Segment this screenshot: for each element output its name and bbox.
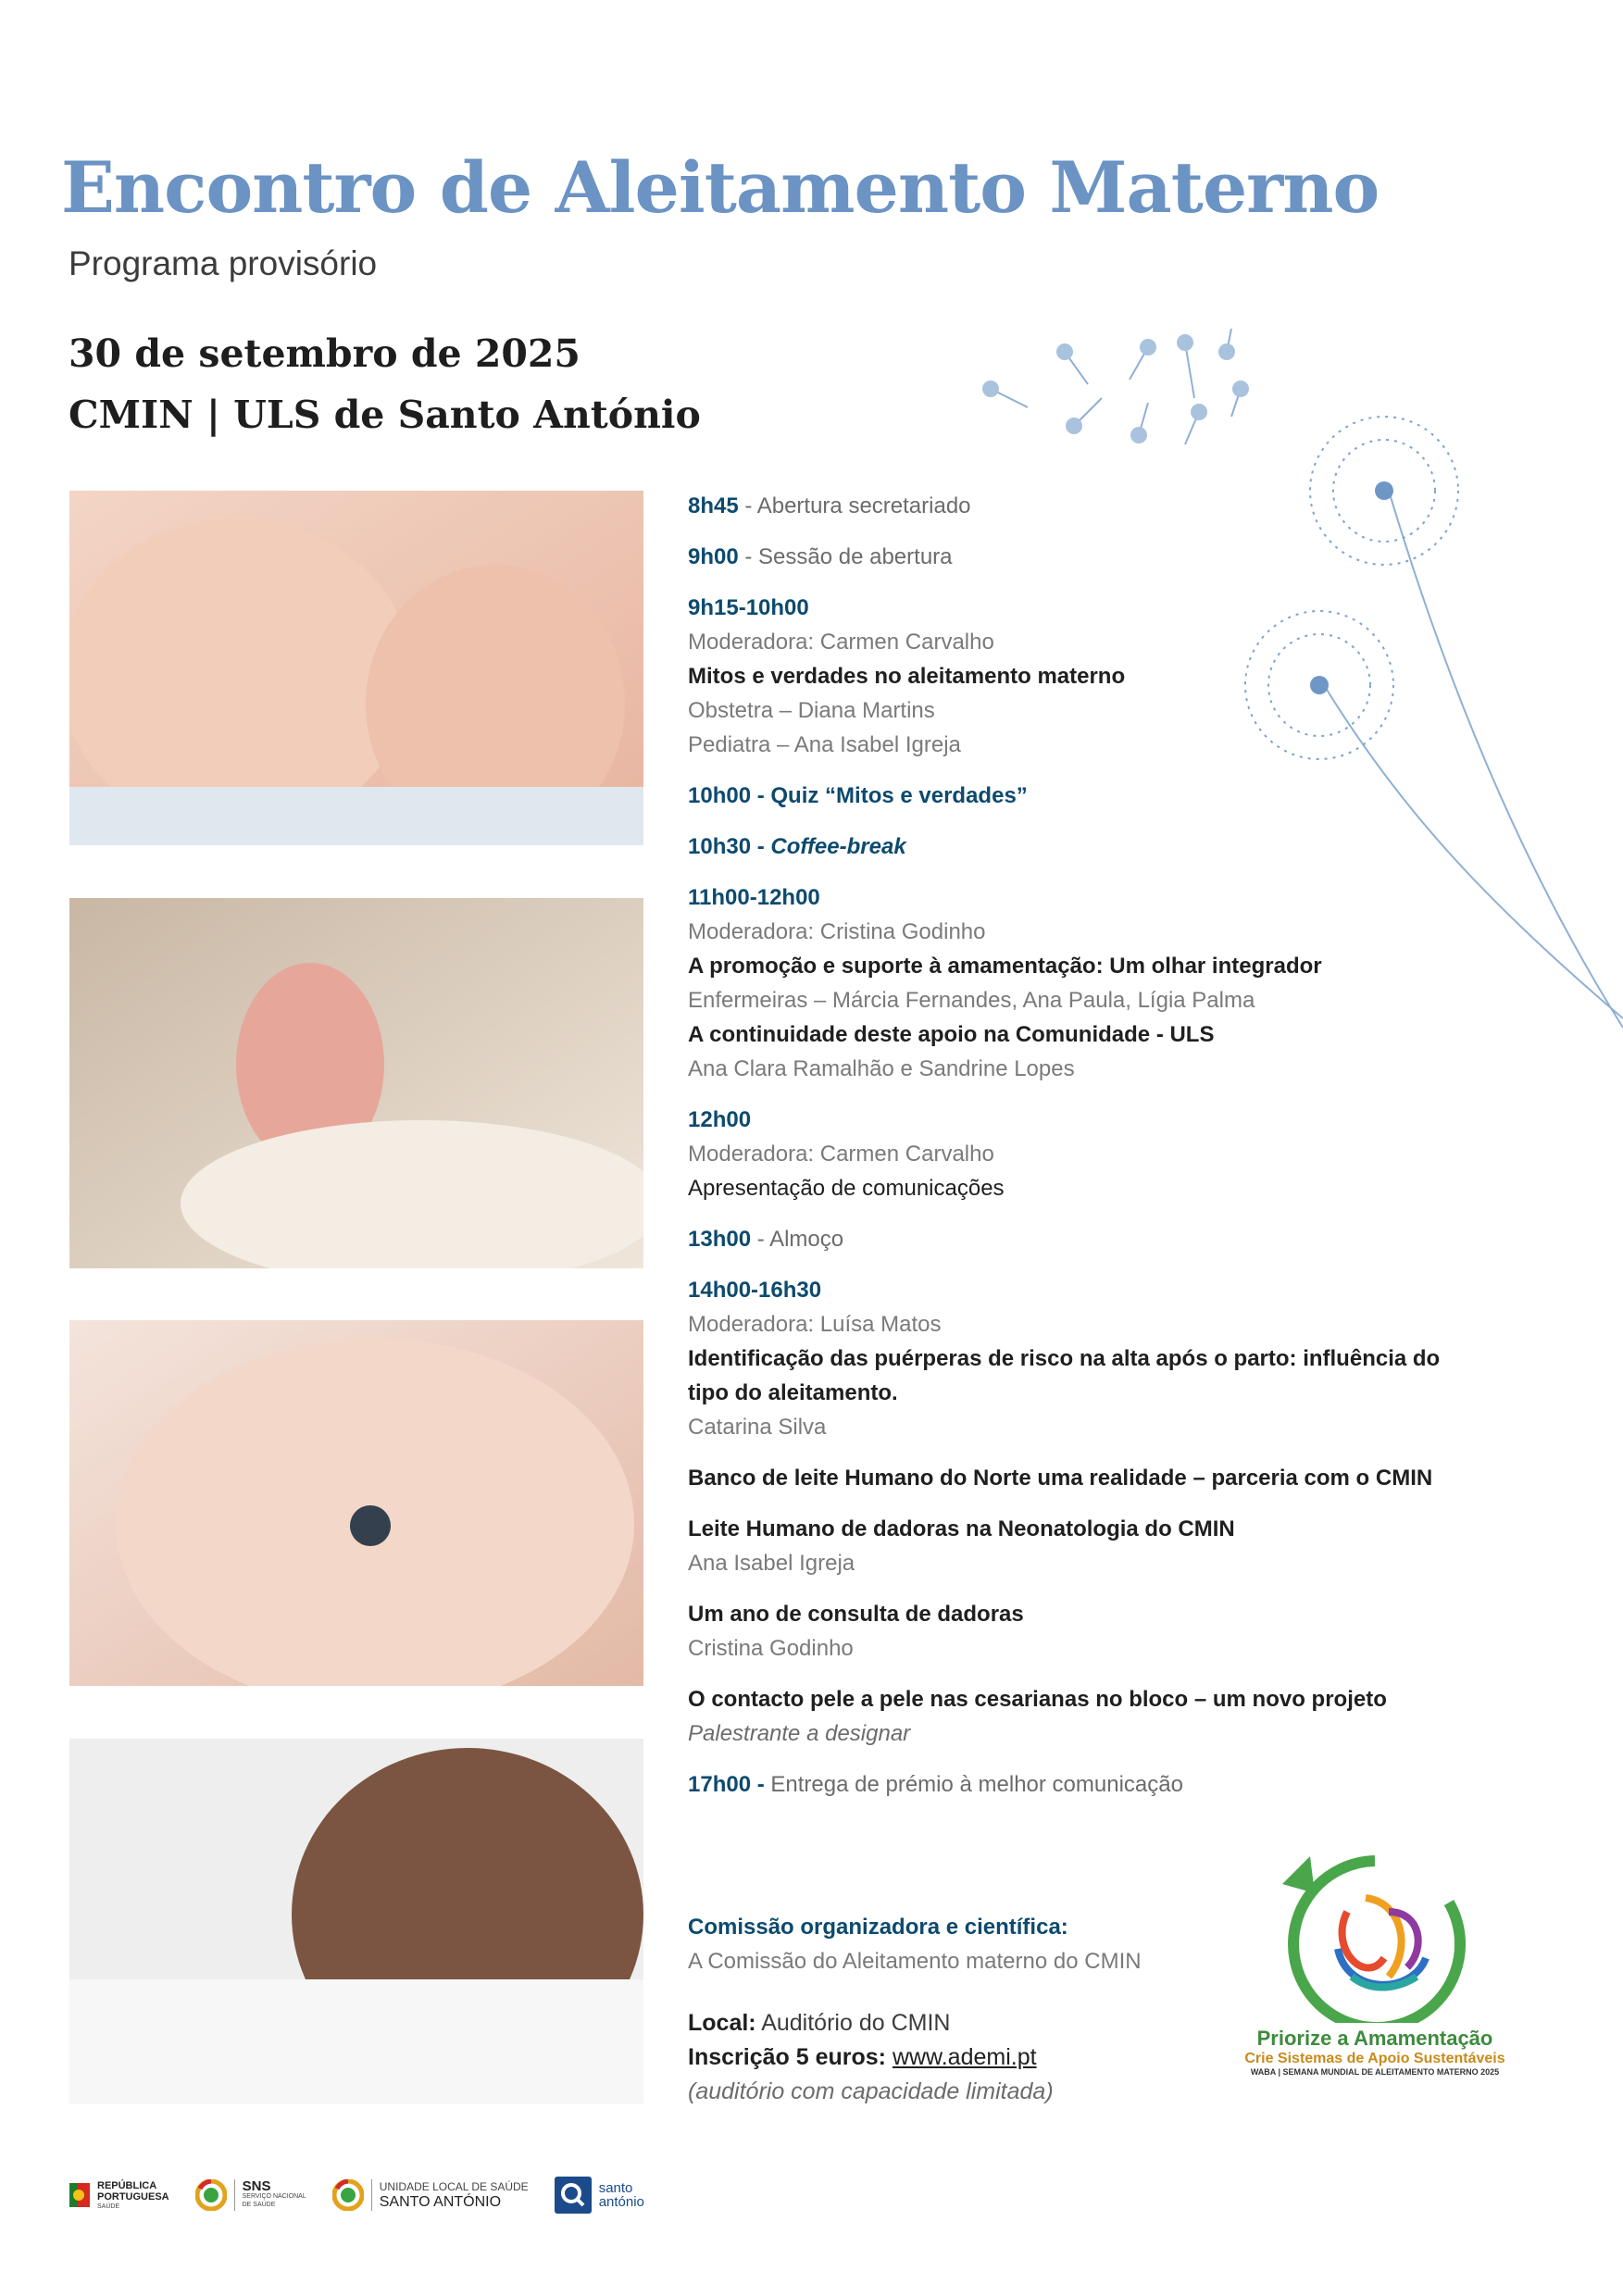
program-item [688,1682,1475,1751]
program-detail: Palestrante a designar [688,1721,911,1746]
program-time-line [688,880,1475,915]
sns-line-3: DE SAÚDE [242,2202,276,2208]
republica-line-3: SAÚDE [97,2202,120,2210]
program-session-title: A promoção e suporte à amamentação: Um olhar integrador [688,954,1322,979]
photo-baby-eye [69,1320,643,1686]
sa-line-2: antónio [598,2194,644,2210]
program-item [688,489,1475,523]
program-detail: Ana Clara Ramalhão e Sandrine Lopes [688,1056,1075,1081]
program-time: 13h00 [688,1227,752,1252]
program-time: 12h00 [688,1107,752,1132]
program-detail: Moderadora: Luísa Matos [688,1312,942,1337]
sns-line-1: SNS [242,2178,271,2194]
program-item [688,880,1475,1086]
program-item [688,1767,1475,1802]
photo-baby-feet [69,898,643,1268]
program-detail: Catarina Silva [688,1415,827,1440]
sa-line-1: santo [598,2180,633,2196]
registration-link[interactable]: www.ademi.pt [892,2044,1037,2070]
program-item [688,779,1475,813]
program-detail: Enfermeiras – Márcia Fernandes, Ana Paula, Lígia Palma [688,988,1255,1013]
event-date: 30 de setembro de 2025 [69,331,581,376]
program-item [688,1512,1475,1580]
program-item [688,540,1475,574]
program-description: Entrega de prémio à melhor comunicação [770,1772,1183,1797]
program-item [688,1461,1475,1495]
program-time: 14h00-16h30 [688,1278,822,1303]
photo-sleeping-baby [69,1739,643,2104]
santo-antonio-brand-logo [555,2177,644,2214]
program-time-line [688,1767,1475,1802]
program-time-line [688,779,1475,813]
uls-circle-icon [332,2179,364,2211]
program-time-line [688,489,1475,523]
program-schedule [688,489,1475,1818]
program-time: 10h00 - Quiz “Mitos e verdades” [688,783,1028,808]
committee-heading: Comissão organizadora e científica: [688,1915,1068,1940]
republica-line-1: REPÚBLICA [97,2179,157,2191]
program-item [688,1103,1475,1205]
program-time: 11h00-12h00 [688,885,820,910]
waba-campaign-logo [1227,1847,1523,2077]
republica-line-2: PORTUGUESA [97,2190,169,2202]
program-session-title: A continuidade deste apoio na Comunidade - ULS [688,1022,1215,1047]
program-detail: Ana Isabel Igreja [688,1551,855,1576]
program-detail: Moderadora: Cristina Godinho [688,919,986,944]
program-detail: Moderadora: Carmen Carvalho [688,1142,994,1167]
uls-line-1: UNIDADE LOCAL DE SAÚDE [379,2179,529,2193]
program-separator: - [738,544,759,569]
program-description: Abertura secretariado [756,493,971,518]
uls-santo-antonio-logo [332,2179,529,2211]
program-detail: Moderadora: Carmen Carvalho [688,630,994,655]
page-title: Encontro de Aleitamento Materno [61,146,1380,229]
program-separator: - [751,1227,770,1252]
santo-antonio-square-icon [555,2177,592,2214]
program-description: Almoço [769,1227,844,1252]
program-time: 17h00 - [688,1772,771,1797]
inscription-label: Inscrição 5 euros: [688,2044,886,2070]
sns-logo [195,2179,306,2211]
program-session-title: Leite Humano de dadoras na Neonatologia do CMIN [688,1516,1235,1541]
local-value: Auditório do CMIN [761,2010,951,2036]
program-session-title: Banco de leite Humano do Norte uma realidade – parceria com o CMIN [688,1466,1433,1491]
program-session-title: Um ano de consulta de dadoras [688,1602,1024,1627]
program-detail: Obstetra – Diana Martins [688,698,935,723]
sns-line-2: SERVIÇO NACIONAL [242,2193,306,2200]
program-time-line [688,1103,1475,1137]
program-session-title: Identificação das puérperas de risco na alta após o parto: influência do tipo do aleitamento. [688,1346,1441,1405]
program-session-title: Mitos e verdades no aleitamento materno [688,664,1126,689]
campaign-title: Priorize a Amamentação [1256,2027,1493,2050]
program-time: 9h00 [688,544,739,569]
photo-credit [57,1741,74,2111]
program-session-title: O contacto pele a pele nas cesarianas no bloco – um novo projeto [688,1687,1387,1712]
program-item [688,591,1475,762]
page-subtitle: Programa provisório [69,244,378,282]
sns-circle-icon [195,2179,227,2211]
program-description: Sessão de abertura [758,544,953,569]
footer-logos [69,2172,644,2218]
program-separator: - [738,493,757,518]
committee-text: A Comissão do Aleitamento materno do CMIN [688,1949,1142,1974]
republica-emblem-icon [69,2183,90,2207]
capacity-note: (auditório com capacidade limitada) [688,2078,1054,2104]
program-time-line [688,591,1475,625]
campaign-subtitle: Crie Sistemas de Apoio Sustentáveis [1244,2051,1505,2066]
event-venue: CMIN | ULS de Santo António [69,393,701,437]
program-item [688,830,1475,864]
republica-portuguesa-logo [69,2180,169,2211]
waba-emblem-icon [1227,1847,1523,2023]
program-time-line [688,830,1475,864]
program-item [688,1273,1475,1444]
program-time-line [688,540,1475,574]
campaign-footer: WABA | SEMANA MUNDIAL DE ALEITAMENTO MATERNO 2025 [1250,2067,1500,2077]
program-time: 10h30 - [688,834,771,859]
program-item [688,1597,1475,1666]
photo-breastfeeding-1 [69,491,643,845]
program-detail: Cristina Godinho [688,1636,854,1661]
program-time: 9h15-10h00 [688,595,809,620]
uls-line-2: SANTO ANTÓNIO [379,2193,502,2210]
program-time-italic: Coffee-break [770,834,906,859]
program-time: 8h45 [688,493,739,518]
local-label: Local: [688,2010,756,2036]
program-detail: Pediatra – Ana Isabel Igreja [688,732,961,757]
program-item [688,1222,1475,1256]
program-detail: Apresentação de comunicações [688,1176,1005,1201]
program-time-line [688,1222,1475,1256]
program-time-line [688,1273,1475,1307]
